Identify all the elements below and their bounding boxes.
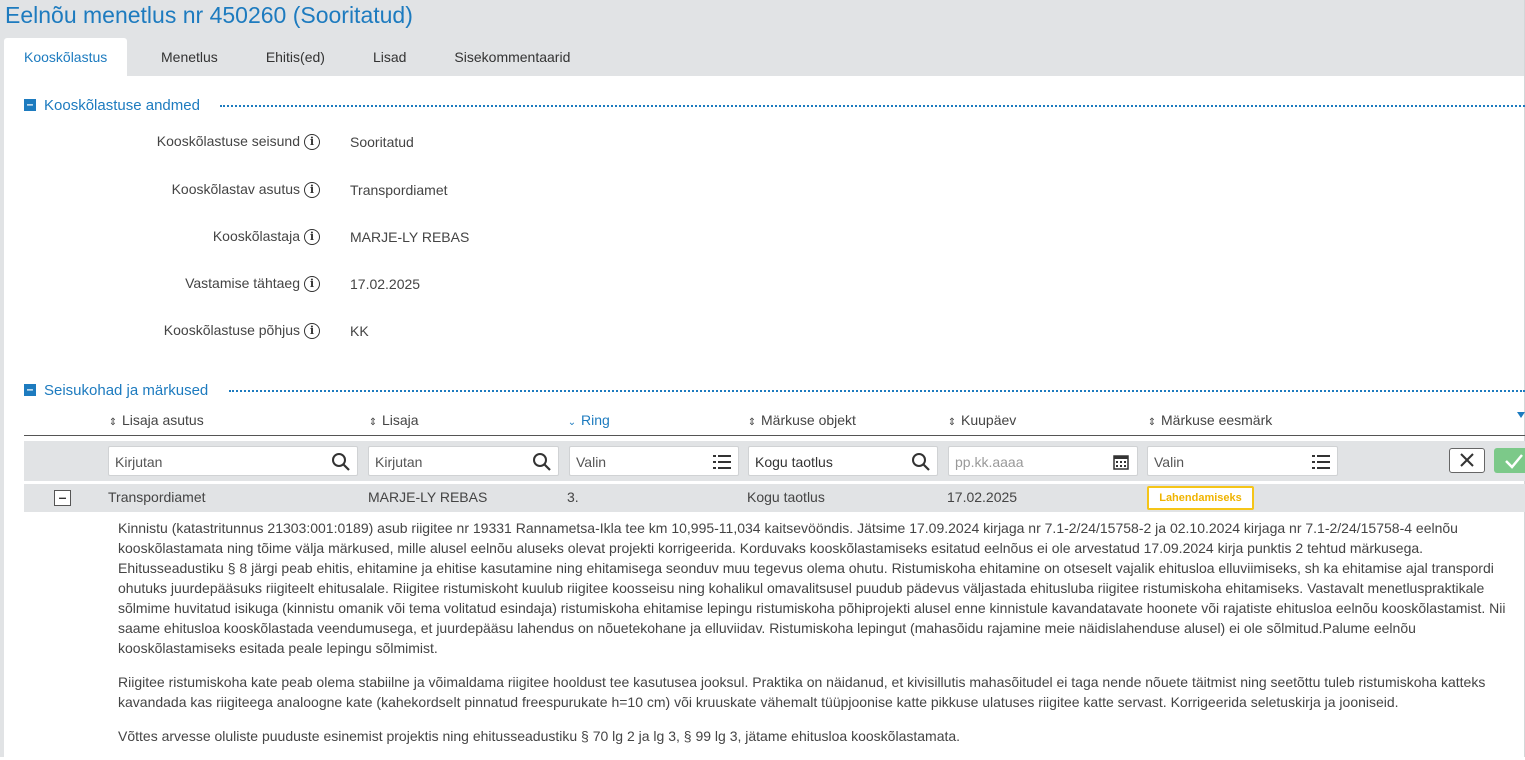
collapse-icon[interactable]: – xyxy=(24,384,36,396)
page-title: Eelnõu menetlus nr 450260 (Sooritatud) xyxy=(5,2,413,28)
cell-kuupaev: 17.02.2025 xyxy=(947,489,1018,505)
filter-lisaja-asutus-input[interactable] xyxy=(113,453,325,471)
filter-markuse-eesmark-select[interactable] xyxy=(1152,453,1305,471)
calendar-icon[interactable] xyxy=(1111,452,1131,472)
column-label: Lisaja asutus xyxy=(122,412,204,428)
filter-toggle-icon[interactable] xyxy=(1517,412,1525,420)
column-header-lisaja[interactable] xyxy=(368,412,419,428)
cell-ring: 3. xyxy=(567,489,579,505)
column-header-kuupaev[interactable] xyxy=(947,412,1016,428)
section-kooskolastuse-andmed-header[interactable] xyxy=(24,95,200,115)
cell-markuse-objekt: Kogu taotlus xyxy=(747,489,825,505)
field-value: 17.02.2025 xyxy=(350,276,421,292)
info-circle-icon[interactable]: i xyxy=(304,182,320,198)
search-icon[interactable] xyxy=(532,452,552,472)
left-border xyxy=(0,76,4,757)
filter-row xyxy=(24,441,1525,481)
field-value: MARJE-LY REBAS xyxy=(350,229,470,245)
filter-ring-select[interactable] xyxy=(574,453,706,471)
filter-kuupaev[interactable] xyxy=(948,446,1138,476)
filter-markuse-objekt-input[interactable] xyxy=(753,453,905,471)
list-icon[interactable] xyxy=(1311,452,1331,472)
search-icon[interactable] xyxy=(911,452,931,472)
tab-bar xyxy=(4,38,594,76)
filter-markuse-eesmark[interactable] xyxy=(1147,446,1338,476)
tab-menetlus[interactable]: Menetlus xyxy=(161,49,218,65)
column-header-markuse-eesmark[interactable] xyxy=(1147,412,1272,428)
field-label: Vastamise tähtaeg xyxy=(185,275,300,291)
info-circle-icon[interactable]: i xyxy=(304,229,320,245)
tab-lisad[interactable]: Lisad xyxy=(372,49,407,65)
tab-ehitised[interactable]: Ehitis(ed) xyxy=(265,49,325,65)
status-badge: Lahendamiseks xyxy=(1147,486,1254,510)
filter-kuupaev-input[interactable] xyxy=(953,453,1105,471)
sort-icon: ⇕ xyxy=(108,417,118,428)
field-label: Kooskõlastav asutus xyxy=(171,181,300,197)
chevron-down-icon: ⌄ xyxy=(567,417,577,428)
field-label: Kooskõlastuse põhjus xyxy=(163,322,300,338)
section-divider xyxy=(229,390,1525,392)
collapse-icon[interactable]: – xyxy=(24,99,36,111)
apply-filters-button[interactable] xyxy=(1494,448,1525,473)
close-icon xyxy=(1450,449,1484,472)
column-header-ring[interactable] xyxy=(567,412,610,428)
search-icon[interactable] xyxy=(331,452,351,472)
field-value: KK xyxy=(350,323,369,339)
section-divider xyxy=(220,105,1525,107)
field-value: Sooritatud xyxy=(350,134,414,150)
field-label: Kooskõlastaja xyxy=(212,228,300,244)
filter-lisaja[interactable] xyxy=(368,446,559,476)
app-header xyxy=(0,0,1525,76)
field-label: Kooskõlastuse seisund xyxy=(156,133,300,149)
sort-icon: ⇕ xyxy=(947,417,957,428)
comment-paragraph: Võttes arvesse oluliste puuduste esinemist projektis ning ehitusseadustiku § 70 lg 2 ja lg 3, § 99 lg 3, jätame ehitusloa kooskõlastamata. xyxy=(118,728,961,744)
collapse-row-icon[interactable]: – xyxy=(54,490,71,506)
info-circle-icon[interactable]: i xyxy=(304,323,320,339)
check-icon xyxy=(1494,448,1525,473)
column-label: Lisaja xyxy=(382,412,419,428)
cell-lisaja: MARJE-LY REBAS xyxy=(368,489,488,505)
filter-lisaja-input[interactable] xyxy=(373,453,526,471)
comment-paragraph: Riigitee ristumiskoha kate peab olema stabiilne ja võimaldama riigitee hooldust tee kasutusea jooksul. Praktika on näidanud, et kivisillutis mahasõitudel ei taga nende nõuete täitmist ning seetõttu tuleb ristumiskoha katteks kavandada kas riigiteega analoogne kate (kahekordselt pinnatud freespurukate h=10 cm) või kruuskate vähemalt tüüpjoonise katte pikkuse ulatuses riigitee katte servast. Korrigeerida seletuskirja ja jooniseid. xyxy=(118,674,1486,710)
tab-sisekommentaarid[interactable]: Sisekommentaarid xyxy=(454,49,571,65)
filter-ring[interactable] xyxy=(569,446,739,476)
tab-kooskolastus[interactable]: Kooskõlastus xyxy=(4,38,127,76)
column-label: Kuupäev xyxy=(961,412,1017,428)
table-row[interactable] xyxy=(24,484,1525,512)
sort-icon: ⇕ xyxy=(368,417,378,428)
filter-markuse-objekt[interactable] xyxy=(748,446,938,476)
header-divider xyxy=(24,435,1525,436)
column-header-markuse-objekt[interactable] xyxy=(747,412,856,428)
sort-icon: ⇕ xyxy=(747,417,757,428)
info-circle-icon[interactable]: i xyxy=(304,276,320,292)
section-seisukohad-header[interactable] xyxy=(24,380,208,400)
clear-filters-button[interactable] xyxy=(1449,448,1485,473)
column-label: Märkuse objekt xyxy=(761,412,856,428)
cell-lisaja-asutus: Transpordiamet xyxy=(108,489,206,505)
comment-text xyxy=(118,518,1508,760)
info-circle-icon[interactable]: i xyxy=(304,134,320,150)
column-header-lisaja-asutus[interactable] xyxy=(108,412,204,428)
filter-lisaja-asutus[interactable] xyxy=(108,446,358,476)
comment-paragraph: Kinnistu (katastritunnus 21303:001:0189) asub riigitee nr 19331 Rannametsa-Ikla tee km 10,995-11,034 kaitsevööndis. Jätsime 17.09.2024 kirjaga nr 7.1-2/24/15758-2 ja 02.10.2024 kirjaga nr 7.1-2/24/15758-4 eelnõu kooskõlastamata ning tõime välja märkused, mille alusel eelnõu aluseks olevat projekti korrigeerida. Korduvaks kooskõlastamiseks esitatud eelnõus ei ole arvestatud 17.09.2024 kirja punktis 2 tehtud märkusega. Ehitusseadustiku § 8 järgi peab ehitis, ehitamine ja ehitise kasutamine ning ehitamisega seonduv muu tegevus olema ohutu. Ristumiskoha ehitamine on otseselt vajalik ehitusloa elluviimiseks, sh ka ehitamise ajal transpordi ohutuks juurdepääsuks riigiteelt ehitusalale. Riigitee ristumiskoht kuulub riigitee koosseisu ning kohalikul omavalitsusel puudub pädevus väljastada ehitusluba riigitee ristumiskoha ehitamiseks. Vastavalt menetluspraktikale sõlmime huvitatud isikuga (kinnistu omanik või tema volitatud esindaja) ristumiskoha ehitamise lepingu ristumiskoha põhiprojekti alusel enne kinnistule kavandatavate hoonete või rajatiste ehitusloa eelnõu kooskõlastamist. Nii saame ehitusloa kooskõlastada veendumusega, et juurdepääsu lahendus on nõuetekohane ja elluviidav. Ristumiskoha lepingut (mahasõidu rajamine meie näidislahenduse alusel) ei ole sõlmitud.Palume eelnõu kooskõlastamiseks esitada peale lepingu sõlmimist. xyxy=(118,520,1506,656)
field-value: Transpordiamet xyxy=(350,182,448,198)
column-label: Märkuse eesmärk xyxy=(1161,412,1273,428)
section-title: Kooskõlastuse andmed xyxy=(44,96,200,114)
sort-icon: ⇕ xyxy=(1147,417,1157,428)
list-icon[interactable] xyxy=(712,452,732,472)
section-title: Seisukohad ja märkused xyxy=(44,381,209,399)
column-label: Ring xyxy=(581,412,610,428)
